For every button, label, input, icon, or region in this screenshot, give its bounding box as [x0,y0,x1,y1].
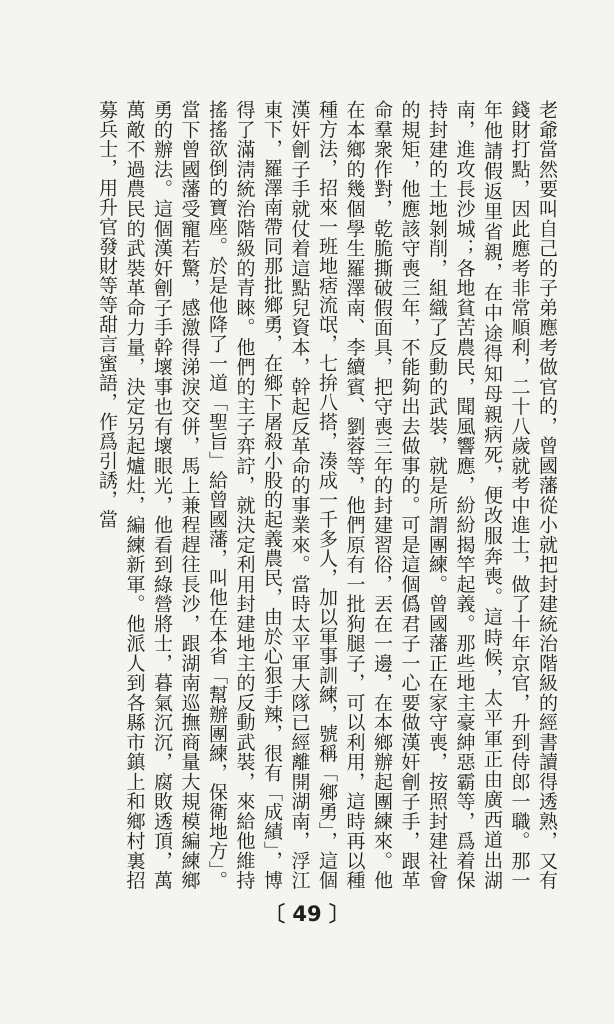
vertical-text-block [52,100,560,890]
body-paragraph: 老爺當然要叫自己的子弟應考做官的，曾國藩從小就把封建統治階級的經書讀得透熟，又有錢財打點，因此應考非常順利，二十八歲就考中進士，做了十年京官，升到侍郎一職。那一年他請假返里省親，在中途得知母親病死，便改服奔喪。這時候，太平軍正由廣西道出湖南，進攻長沙城；各地貧苦農民，聞風響應，紛紛揭竿起義。那些地主豪紳惡霸等，爲着保持封建的土地剝削，組織了反動的武裝，就是所謂團練。曾國藩正在家守喪，按照封建社會的規矩，他應該守喪三年，不能夠出去做事的。可是這個僞君子一心要做漢奸劊子手，跟革命羣衆作對，乾脆撕破假面具，把守喪三年的封建習俗，丟在一邊，在本鄉辦起團練來。他在本鄉的幾個學生羅澤南、李續賓、劉蓉等，他們原有一批狗腿子，可以利用，這時再以種種方法，招來一班地痞流氓，七拚八搭，湊成一千多人，加以軍事訓練，號稱「鄉勇」，這個漢奸劊子手就仗着這點兒資本，幹起反革命的事業來。當時太平軍大隊已經離開湖南，浮江東下，羅澤南帶同那批鄉勇，在鄉下屠殺小股的起義農民，由於心狠手辣，很有「成績」，博得了滿淸統治階級的青睞。他們的主子弈詝，就決定利用封建地主的反動武裝，來給他維持搖搖欲倒的寶座。於是他降了一道「聖旨」給曾國藩，叫他在本省「幫辦團練，保衛地方」。當下曾國藩受寵若驚，感激得涕淚交併，馬上兼程趕往長沙，跟湖南巡撫商量大規模編練鄉勇的辦法。這個漢奸劊子手幹壞事也有壞眼光，他看到綠營將士，暮氣沉沉，腐敗透頂，萬萬敵不過農民的武裝革命力量，決定另起爐灶，編練新軍。他派人到各縣市鎮上和鄉村裏招募兵士，用升官發財等等甜言蜜語，作爲引誘，當 [96,100,558,890]
page-number: 〔 49 〕 [264,902,350,926]
